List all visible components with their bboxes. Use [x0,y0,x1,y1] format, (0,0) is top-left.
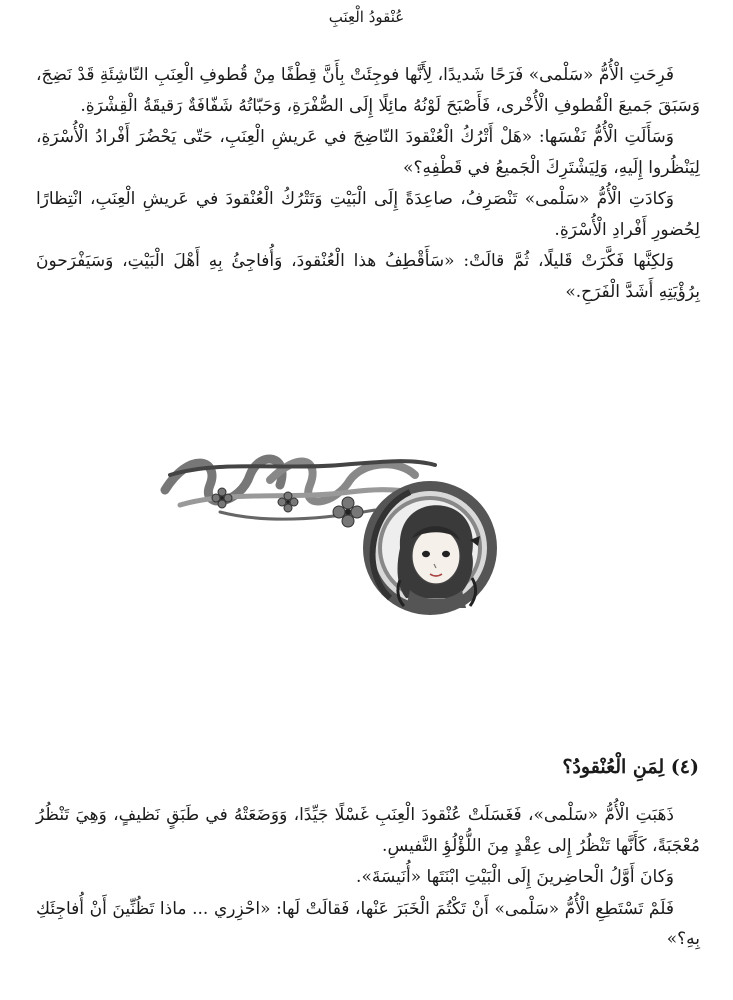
paragraph: فَلَمْ تَسْتَطِعِ الْأُمُّ «سَلْمى» أَنْ تَكْتُمَ الْخَبَرَ عَنْها، فَقالَتْ لَها: «احْزِري ... ماذا تَظُنِّينَ أَنْ أُفاجِئَكِ بِهِ؟» [36,898,700,949]
paragraph: وَسَأَلَتِ الْأُمُّ نَفْسَها: «هَلْ أَتْرُكُ الْعُنْقودَ النّاضِجَ في عَريشِ الْعِنَبِ، حَتّى يَحْضُرَ أَفْرادُ الْأُسْرَةِ، لِيَنْظُروا إِلَيهِ، وَلِيَشْتَرِكَ الْجَميعُ في قَطْفِهِ؟» [36,127,700,178]
paragraph: وَكادَتِ الْأُمُّ «سَلْمى» تَنْصَرِفُ، صاعِدَةً إِلَى الْبَيْتِ وَتَتْرُكُ الْعُنْقودَ في عَريشِ الْعِنَبِ، انْتِظارًا لِحُضورِ أَفْرادِ الْأُسْرَةِ. [36,189,700,240]
section-heading: (٤) لِمَنِ الْعُنْقودُ؟ [562,756,699,778]
paragraph: فَرِحَتِ الْأُمُّ «سَلْمى» فَرَحًا شَديدًا، لِأَنَّها فوجِئَتْ بِأَنَّ قِطْفًا مِنْ قُطوفِ الْعِنَبِ النّاشِئَةِ قَدْ نَضِجَ، وَسَبَقَ جَميعَ الْقُطوفِ الْأُخْرى، فَأَصْبَحَ لَوْنُهُ مائِلًا إِلَى الصُّفْرَةِ، وَحَبّاتُهُ شَفّافَةٌ رَقيقَةُ الْقِشْرَةِ. [36,65,700,116]
story-text-bottom [36,800,700,956]
running-head-title: عُنْقودُ الْعِنَبِ [328,8,405,26]
paragraph: وَلكِنَّها فَكَّرَتْ قَليلًا، ثُمَّ قالَتْ: «سَأَقْطِفُ هذا الْعُنْقودَ، وَأُفاجِئُ بِهِ أَهْلَ الْبَيْتِ، وَسَيَفْرَحونَ بِرُؤْيَتِهِ أَشَدَّ الْفَرَحِ.» [36,251,700,302]
paragraph: ذَهَبَتِ الْأُمُّ «سَلْمى»، فَغَسَلَتْ عُنْقودَ الْعِنَبِ غَسْلًا جَيِّدًا، وَوَضَعَتْهُ في طَبَقٍ نَظيفٍ، وَهِيَ تَنْظُرُ مُعْجَبَةً، كَأَنَّها تَنْظُرُ إِلى عِقْدٍ مِنَ اللُّؤْلُؤِ النَّفيسِ. [36,805,700,856]
story-text-top [36,60,700,308]
paragraph: وَكانَ أَوَّلُ الْحاضِرينَ إِلَى الْبَيْتِ ابْنَتَها «أُنَيسَةَ». [356,867,674,887]
girl-illustration [160,430,500,670]
